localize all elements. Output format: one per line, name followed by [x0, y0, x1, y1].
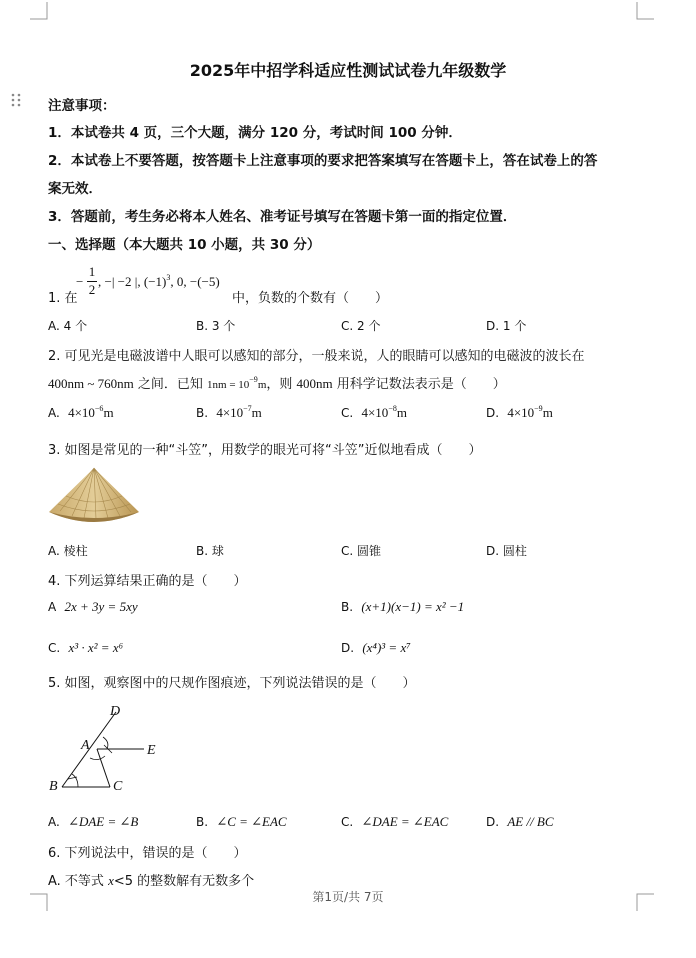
note-item: 2．本试卷上不要答题，按答题卡上注意事项的要求把答案填写在答题卡上，答在试卷上的答 [48, 153, 598, 169]
q1-prefix: 1. 在 [48, 291, 78, 306]
q6-option-a[interactable]: A. 不等式 x<5 的整数解有无数多个 [48, 873, 255, 889]
q3-option-c[interactable]: C. 圆锥 [341, 544, 382, 558]
q5-option-a[interactable]: A. ∠DAE = ∠B [48, 814, 139, 829]
point-label-b: B [49, 779, 58, 794]
q5-option-b[interactable]: B. ∠C = ∠EAC [196, 814, 287, 829]
section-heading: 一、选择题（本大题共 10 小题，共 30 分） [48, 237, 321, 253]
q2-option-b[interactable]: B. $4\times 10^{-7}m$ [196, 404, 262, 420]
page-title: 2025年中招学科适应性测试试卷九年级数学 [189, 61, 507, 80]
q1-option-d[interactable]: D. 1 个 [486, 319, 527, 333]
q3-option-a[interactable]: A. 棱柱 [48, 544, 88, 558]
q2-option-a[interactable]: A. $4\times 10^{-6}m$ [48, 404, 114, 420]
q2-line1: 2. 可见光是电磁波谱中人眼可以感知的部分，一般来说，人的眼睛可以感知的电磁波的波长在 [48, 349, 585, 364]
note-item: 1．本试卷共 4 页，三个大题，满分 120 分，考试时间 100 分钟． [48, 125, 462, 141]
q1-frac-num: 1 [88, 264, 96, 279]
q5-stem: 5. 如图，观察图中的尺规作图痕迹，下列说法错误的是（ ） [48, 676, 416, 691]
page-footer: 第1页/共 7页 [312, 890, 384, 904]
q4-option-c[interactable]: C. x³ · x² = x⁶ [48, 640, 124, 655]
crop-mark-top-right [636, 2, 654, 20]
note-item: 案无效． [48, 181, 102, 197]
q2-line2: 400nm ~ 760nm 之间．已知 $1nm = 10^{-9}m$，则 400nm 用科学记数法表示是（ ） [48, 375, 506, 392]
q3-option-d[interactable]: D. 圆柱 [486, 544, 527, 558]
point-label-a: A [81, 738, 90, 753]
q3-stem: 3. 如图是常见的一种“斗笠”，用数学的眼光可将“斗笠”近似地看成（ ） [48, 443, 482, 458]
bamboo-hat-image [46, 466, 142, 528]
q1-suffix: 中，负数的个数有（ ） [232, 291, 389, 306]
point-label-e: E [147, 743, 156, 758]
q2-option-c[interactable]: C. $4\times 10^{-8}m$ [341, 404, 407, 420]
q1-option-b[interactable]: B. 3 个 [196, 319, 236, 333]
note-item: 3．答题前，考生务必将本人姓名、准考证号填写在答题卡第一面的指定位置． [48, 209, 517, 225]
point-label-d: D [110, 704, 121, 719]
drag-handle-icon[interactable] [10, 92, 22, 108]
q1-frac-den: 2 [88, 282, 96, 297]
q5-option-d[interactable]: D. AE // BC [486, 814, 554, 829]
q4-option-d[interactable]: D. (x⁴)³ = x⁷ [341, 640, 411, 655]
q5-option-c[interactable]: C. ∠DAE = ∠EAC [341, 814, 449, 829]
point-label-c: C [113, 779, 123, 794]
q4-stem: 4. 下列运算结果正确的是（ ） [48, 574, 247, 589]
q2-option-d[interactable]: D. $4\times 10^{-9}m$ [486, 404, 553, 420]
q1-minus: − [76, 274, 84, 289]
q1-option-a[interactable]: A. 4 个 [48, 319, 88, 333]
crop-mark-top-left [30, 2, 48, 20]
q4-option-a[interactable]: A 2x + 3y = 5xy [48, 599, 138, 614]
q4-option-b[interactable]: B. (x+1)(x−1) = x² −1 [341, 599, 465, 614]
notes-heading: 注意事项： [48, 98, 116, 114]
q3-option-b[interactable]: B. 球 [196, 544, 224, 558]
q1-list-mid: , −| −2 |, $(-1)^3$, 0, −(−5) [98, 273, 220, 289]
q1-option-c[interactable]: C. 2 个 [341, 319, 381, 333]
q6-stem: 6. 下列说法中，错误的是（ ） [48, 846, 247, 861]
